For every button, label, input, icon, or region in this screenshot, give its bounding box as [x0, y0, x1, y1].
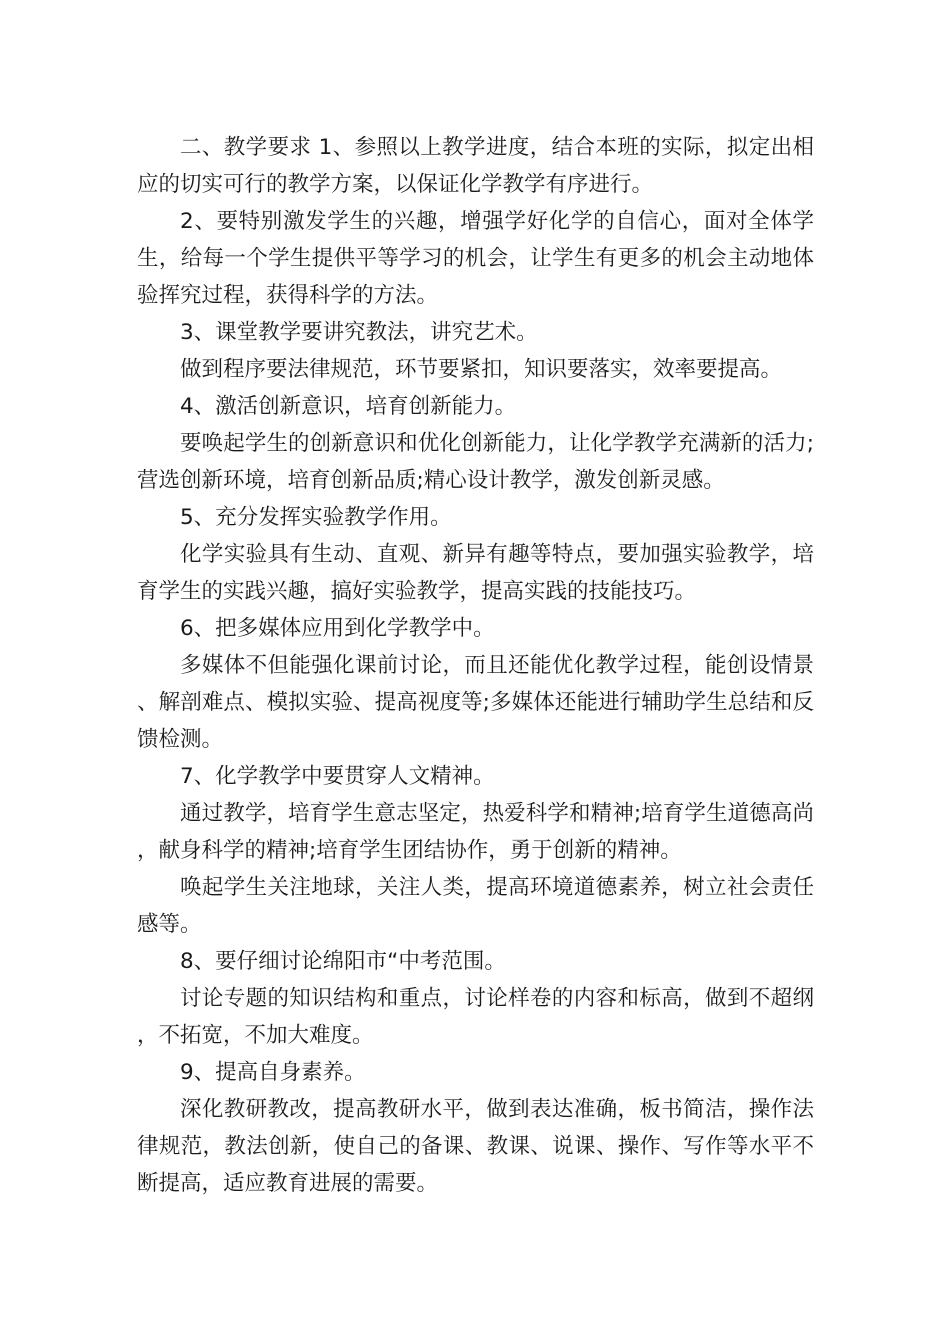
- paragraph-item-9: 9、提高自身素养。: [180, 1060, 366, 1085]
- paragraph-item-7-detail: 通过教学，培育学生意志坚定，热爱科学和精神;培育学生道德高尚，献身科学的精神;培育学生团结协作，勇于创新的精神。: [137, 801, 814, 863]
- paragraph-teaching-requirements: 二、教学要求 1、参照以上教学进度，结合本班的实际，拟定出相应的切实可行的教学方案，以保证化学教学有序进行。: [137, 135, 814, 197]
- paragraph-item-7-detail-2: 唤起学生关注地球，关注人类，提高环境道德素养，树立社会责任感等。: [137, 875, 814, 937]
- document-body: [137, 129, 814, 1202]
- paragraph-item-5-detail: 化学实验具有生动、直观、新异有趣等特点，要加强实验教学，培育学生的实践兴趣，搞好实验教学，提高实践的技能技巧。: [137, 542, 814, 604]
- paragraph-item-4: 4、激活创新意识，培育创新能力。: [180, 394, 517, 419]
- paragraph-item-8-detail: 讨论专题的知识结构和重点，讨论样卷的内容和标高，做到不超纲，不拓宽，不加大难度。: [137, 986, 814, 1048]
- paragraph-item-6: 6、把多媒体应用到化学教学中。: [180, 616, 495, 641]
- paragraph-item-5: 5、充分发挥实验教学作用。: [180, 505, 452, 530]
- paragraph-item-3: 3、课堂教学要讲究教法，讲究艺术。: [180, 320, 538, 345]
- paragraph-item-8: 8、要仔细讨论绵阳市“中考范围。: [180, 949, 506, 974]
- paragraph-item-6-detail: 多媒体不但能强化课前讨论，而且还能优化教学过程，能创设情景、解剖难点、模拟实验、提高视度等;多媒体还能进行辅助学生总结和反馈检测。: [137, 653, 814, 752]
- paragraph-item-9-detail: 深化教研教改，提高教研水平，做到表达准确，板书简洁，操作法律规范，教法创新，使自己的备课、教课、说课、操作、写作等水平不断提高，适应教育进展的需要。: [137, 1097, 814, 1196]
- paragraph-item-3-detail: 做到程序要法律规范，环节要紧扣，知识要落实，效率要提高。: [180, 357, 783, 382]
- paragraph-item-4-detail: 要唤起学生的创新意识和优化创新能力，让化学教学充满新的活力;营选创新环境，培育创新品质;精心设计教学，激发创新灵感。: [137, 431, 814, 493]
- paragraph-item-7: 7、化学教学中要贯穿人文精神。: [180, 764, 495, 789]
- paragraph-item-2: 2、要特别激发学生的兴趣，增强学好化学的自信心，面对全体学生，给每一个学生提供平等学习的机会，让学生有更多的机会主动地体验挥究过程，获得科学的方法。: [137, 209, 814, 308]
